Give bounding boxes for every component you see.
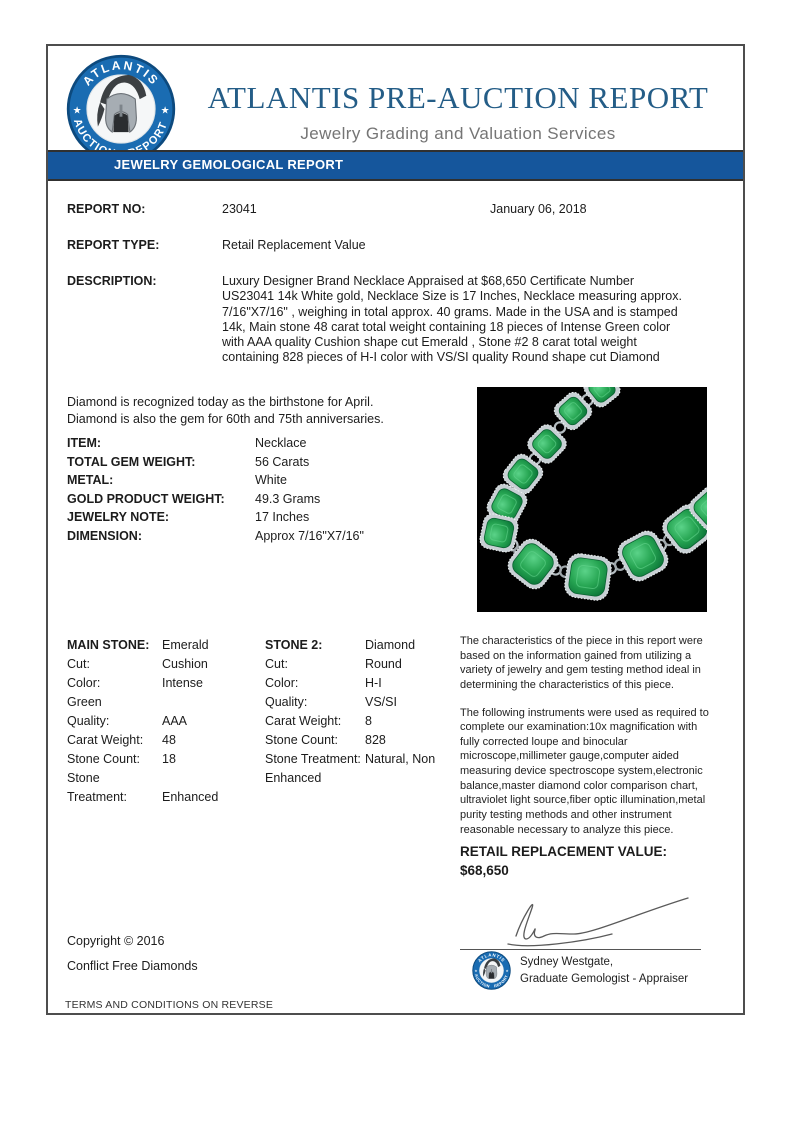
stone-row [67,674,239,712]
necklace-photo [477,387,707,612]
main-stone-label: MAIN STONE: [67,638,150,652]
stone-row [265,693,447,712]
description-label: DESCRIPTION: [67,274,157,288]
stone-row [265,655,447,674]
stone-attr-value: Natural, Non Enhanced [265,752,436,785]
stone-row [67,769,239,807]
item-value: Approx 7/16"X7/16" [255,528,364,543]
item-label: DIMENSION: [67,528,142,543]
footer-left [67,929,198,979]
appraiser-name: Sydney Westgate, [520,956,614,968]
stone-attr-label: Stone Count: [265,733,338,747]
item-row [67,527,467,546]
report-frame [46,44,745,1015]
description-row [67,274,727,366]
report-type-value: Retail Replacement Value [222,238,366,252]
page-subtitle: Jewelry Grading and Valuation Services [300,124,616,143]
stone-row [67,750,239,769]
stone-attr-value: Enhanced [162,790,219,804]
characteristics-text [460,634,714,850]
stone-attr-value: 828 [365,733,386,747]
page-title: ATLANTIS PRE-AUCTION REPORT [207,80,709,115]
item-label: JEWELRY NOTE: [67,510,170,525]
appraiser-title: Graduate Gemologist - Appraiser [520,972,689,985]
stone-row [265,712,447,731]
stone-attr-label: Cut: [67,657,90,671]
description-text: Luxury Designer Brand Necklace Appraised at $68,650 Certificate Number US23041 14k White gold, Necklace Size is 17 Inches, Necklace measuring approx. 7/16"X7/16" , weighing in total approx. 40 grams. Made in the USA and is stamped 14k, Main stone 48 carat total weight containing 18 pieces of Intense Green color with AAA quality Cushion shape cut Emerald , Stone #2 8 carat total weight containing 828 pieces of H-I color with VS/SI quality Round shape cut Diamond [222,274,682,365]
stone-2-value: Diamond [365,638,416,652]
stone-row [67,712,239,731]
stone-row [265,674,447,693]
item-value: Necklace [255,436,307,450]
birthstone-line-2: Diamond is also the gem for 60th and 75th anniversaries. [67,411,384,426]
stone-attr-value: AAA [162,714,188,728]
stone-attr-value: 18 [162,752,176,766]
item-value: 49.3 Grams [255,491,321,506]
appraiser-info [520,954,688,987]
main-stone-value: Emerald [162,638,209,652]
report-type-row [67,238,727,252]
retail-replacement-value [460,843,667,881]
valuation-amount: $68,650 [460,862,509,878]
stone-attr-label: Color: [67,676,101,690]
item-row [67,434,467,453]
stone-attr-label: Cut: [265,657,288,671]
brand-text: Conflict Free Diamonds [67,959,198,973]
report-no-value: 23041 [222,202,257,216]
stone-attr-label: Carat Weight: [67,733,144,747]
report-no-label: REPORT NO: [67,202,146,216]
stone-attr-value: Cushion [162,657,208,671]
item-row [67,453,467,472]
atlantis-logo-badge-icon [66,54,176,164]
stone-2-label: STONE 2: [265,638,323,652]
report-type-label: REPORT TYPE: [67,238,160,252]
item-row [67,471,467,490]
characteristics-para-1: The characteristics of the piece in this report were based on the information gained from utilizing a variety of jewelry and gem testing method ideal in determining the characteristics of this piece. [460,635,703,691]
stone-attr-value: Round [365,657,402,671]
stone-attr-value: VS/SI [365,695,397,709]
item-row [67,490,467,509]
report-no-row [67,202,727,216]
stone-attr-label: Stone Count: [67,752,140,766]
terms-note: TERMS AND CONDITIONS ON REVERSE [65,999,274,1011]
birthstone-note [67,394,384,427]
valuation-label: RETAIL REPLACEMENT VALUE: [460,844,668,859]
item-row [67,508,467,527]
item-value: White [255,473,287,488]
copyright-text: Copyright © 2016 [67,934,165,948]
header [196,80,720,144]
signature-line [460,949,701,950]
appraiser-badge-icon [472,951,511,990]
stone-row [67,731,239,750]
stone-attr-value: 48 [162,733,176,747]
item-label: TOTAL GEM WEIGHT: [67,454,196,469]
report-date: January 06, 2018 [490,202,587,216]
signature-scribble [486,892,696,950]
item-value: 17 Inches [255,510,310,525]
stone-attr-value: 8 [365,714,372,728]
characteristics-para-2: The following instruments were used as required to complete our examination:10x magnification with fully corrected loupe and binocular microscope,millimeter gauge,computer aided measuring device spectroscope system,electronic balance,master diamond color comparison chart, ultraviolet light source,fiber optic illumination,metal purity testing methods and other instrument reasonable necessary to analyze this piece. [460,706,709,836]
item-details [67,434,467,546]
stone-attr-value: H-I [365,676,382,690]
stone-attr-label: Carat Weight: [265,714,342,728]
stone-2-section [265,636,447,788]
stone-attr-label: Quality: [67,714,110,728]
stone-attr-value: Intense Green [67,676,204,709]
stone-row [265,731,447,750]
main-stone-section [67,636,239,807]
item-label: GOLD PRODUCT WEIGHT: [67,491,225,506]
stone-attr-label: Stone Treatment: [67,771,127,804]
stone-attr-label: Quality: [265,695,308,709]
item-label: METAL: [67,473,114,488]
stone-attr-label: Color: [265,676,299,690]
item-value: 56 Carats [255,454,310,469]
item-label: ITEM: [67,436,102,450]
stone-row [67,655,239,674]
birthstone-line-1: Diamond is recognized today as the birthstone for April. [67,395,374,409]
section-banner: JEWELRY GEMOLOGICAL REPORT [48,150,743,181]
stone-row [265,750,447,788]
stone-attr-label: Stone Treatment: [265,752,361,766]
